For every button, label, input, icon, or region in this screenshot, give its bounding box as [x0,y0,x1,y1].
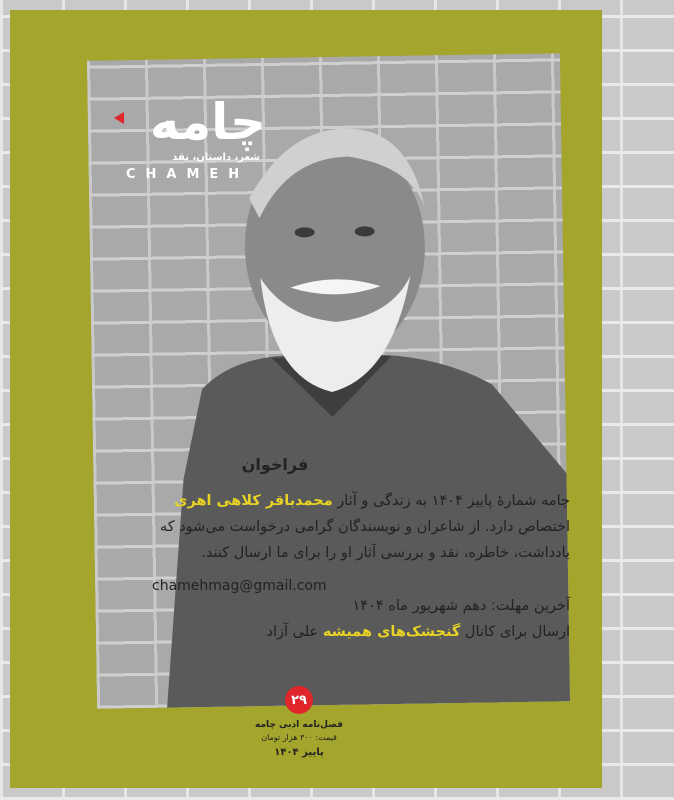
logo-latin: CHAMEH [126,167,250,182]
call-rest: اختصاص دارد. از شاعران و نویسندگان گرامی درخواست می‌شود که یادداشت، خاطره، نقد و بررسی آثار او را برای ما ارسال کنند. [159,519,570,561]
send-prefix: ارسال برای کانال [460,624,570,640]
call-heading: فراخوان [241,455,309,474]
issue-title: فصل‌نامه ادبی چامه [255,720,343,730]
issue-season: پاییز ۱۴۰۴ [274,747,324,758]
contact-email[interactable]: chamehmag@gmail.com [152,578,327,594]
honoree-name: محمدباقر کلاهی اهری [174,493,333,509]
logo-wordmark: چامه [149,93,266,151]
logo-subtitle: شعر، داستان، نقد [172,152,260,163]
send-line [267,624,570,640]
channel-name: گنجشک‌های همیشه [322,624,461,640]
call-line-start: چامه شمارهٔ پاییز ۱۴۰۴ به زندگی و آثار [332,493,570,509]
call-text-block [130,455,570,566]
logo-red-triangle [114,112,124,124]
chameh-logo [118,92,278,187]
call-paragraph [130,488,570,566]
issue-price: قیمت: ۳۰۰ هزار تومان [261,733,337,742]
issue-info [244,686,354,758]
issue-number-badge: ۲۹ [285,686,313,714]
deadline-text: آخرین مهلت: دهم شهریور ماه ۱۴۰۴ [352,598,570,614]
send-suffix: علی آزاد [266,624,323,640]
